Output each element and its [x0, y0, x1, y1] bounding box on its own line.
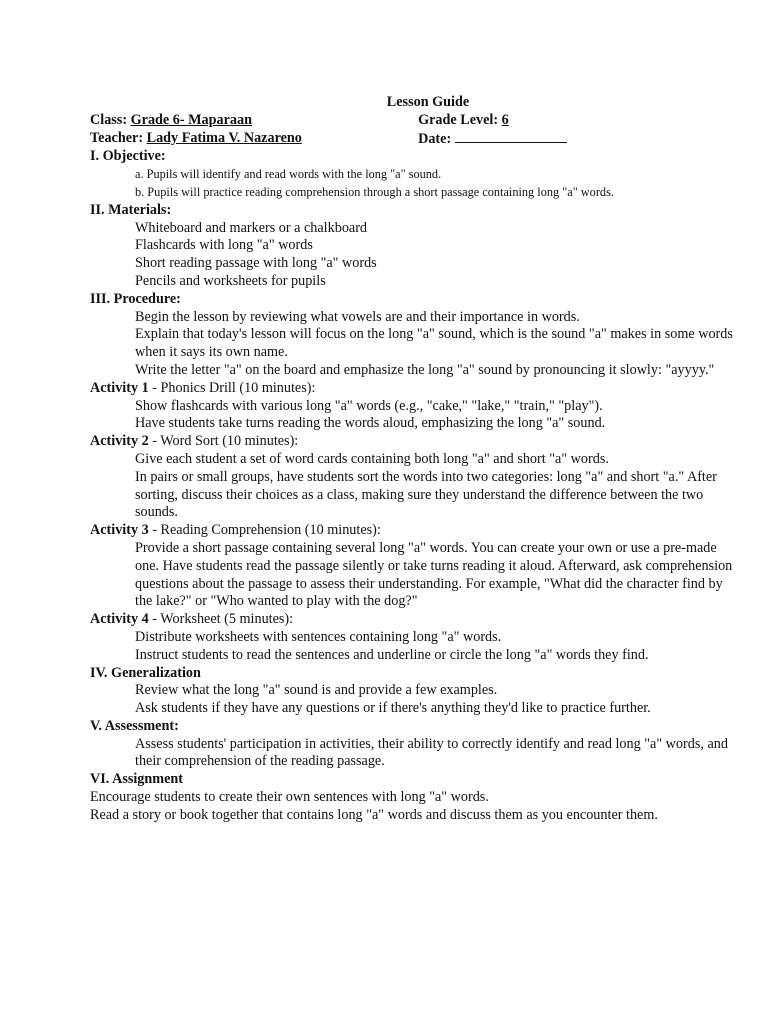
activity-item: Provide a short passage containing several long "a" words. You can create your own or use a pre-made one. Have students read the passage silently or take turns reading it aloud. Afterward, ask comprehension questions about the passage to assess their understanding. For example, "What did the character find by the lake?" or "Who wanted to play with the dog?"	[135, 539, 733, 610]
activity-item: Instruct students to read the sentences and underline or circle the long "a" words they find.	[135, 646, 649, 663]
activity-title: - Word Sort (10 minutes):	[148, 433, 299, 450]
activity-3-heading	[90, 522, 690, 540]
activity-label: Activity 2	[90, 433, 149, 450]
activity-title: - Reading Comprehension (10 minutes):	[148, 522, 381, 539]
materials-item: Whiteboard and markers or a chalkboard	[135, 219, 368, 236]
activity-item: Show flashcards with various long "a" words (e.g., "cake," "lake," "train," "play").	[135, 397, 603, 414]
activity-4-heading	[90, 611, 690, 629]
activity-item: Distribute worksheets with sentences containing long "a" words.	[135, 628, 502, 645]
teacher-row	[90, 130, 690, 149]
procedure-item: Explain that today's lesson will focus on the long "a" sound, which is the sound "a" makes in some words when it says its own name.	[135, 326, 733, 361]
date-blank-line	[455, 130, 567, 143]
teacher-value: Lady Fatima V. Nazareno	[146, 129, 302, 146]
procedure-item: Begin the lesson by reviewing what vowels are and their importance in words.	[135, 308, 580, 325]
procedure-heading: III. Procedure:	[90, 290, 181, 307]
activity-label: Activity 1	[90, 379, 149, 396]
materials-item: Pencils and worksheets for pupils	[135, 272, 326, 289]
class-row	[90, 112, 690, 130]
class-label: Class:	[90, 111, 128, 128]
objective-item: a. Pupils will identify and read words with the long "a" sound.	[135, 167, 442, 182]
materials-item: Short reading passage with long "a" words	[135, 255, 377, 272]
activity-2-heading	[90, 433, 690, 451]
generalization-item: Review what the long "a" sound is and provide a few examples.	[135, 682, 498, 699]
assessment-heading: V. Assessment:	[90, 717, 179, 734]
activity-title: - Worksheet (5 minutes):	[148, 611, 294, 628]
activity-item: Give each student a set of word cards containing both long "a" and short "a" words.	[135, 450, 609, 467]
procedure-item: Write the letter "a" on the board and emphasize the long "a" sound by pronouncing it slowly: "ayyyy."	[135, 361, 715, 378]
activity-1-heading	[90, 380, 690, 398]
activity-label: Activity 3	[90, 522, 149, 539]
objective-heading: I. Objective:	[90, 148, 166, 165]
generalization-heading: IV. Generalization	[90, 664, 201, 681]
page-title: Lesson Guide	[386, 94, 470, 110]
objective-item: b. Pupils will practice reading comprehension through a short passage containing long "a" words.	[135, 184, 614, 199]
assignment-item: Read a story or book together that contains long "a" words and discuss them as you encounter them.	[90, 806, 658, 823]
assignment-item: Encourage students to create their own sentences with long "a" words.	[90, 789, 489, 806]
activity-title: - Phonics Drill (10 minutes):	[148, 379, 316, 396]
teacher-label: Teacher:	[90, 129, 144, 146]
lesson-guide	[90, 94, 733, 825]
activity-item: Have students take turns reading the words aloud, emphasizing the long "a" sound.	[135, 415, 606, 432]
assignment-heading: VI. Assignment	[90, 771, 184, 788]
activity-item: In pairs or small groups, have students sort the words into two categories: long "a" and short "a." After sorting, discuss their choices as a class, making sure they understand the difference between the two sounds.	[135, 468, 717, 521]
date-label: Date:	[418, 130, 452, 147]
materials-item: Flashcards with long "a" words	[135, 237, 313, 254]
grade-level-label: Grade Level:	[418, 111, 499, 128]
grade-level-value: 6	[501, 111, 509, 128]
title-row	[90, 94, 766, 112]
activity-label: Activity 4	[90, 611, 149, 628]
materials-heading: II. Materials:	[90, 201, 172, 218]
assessment-item: Assess students' participation in activities, their ability to correctly identify and read long "a" words, and their comprehension of the reading passage.	[135, 735, 728, 770]
generalization-item: Ask students if they have any questions or if there's anything they'd like to practice further.	[135, 700, 651, 717]
class-value: Grade 6- Maparaan	[130, 111, 252, 128]
